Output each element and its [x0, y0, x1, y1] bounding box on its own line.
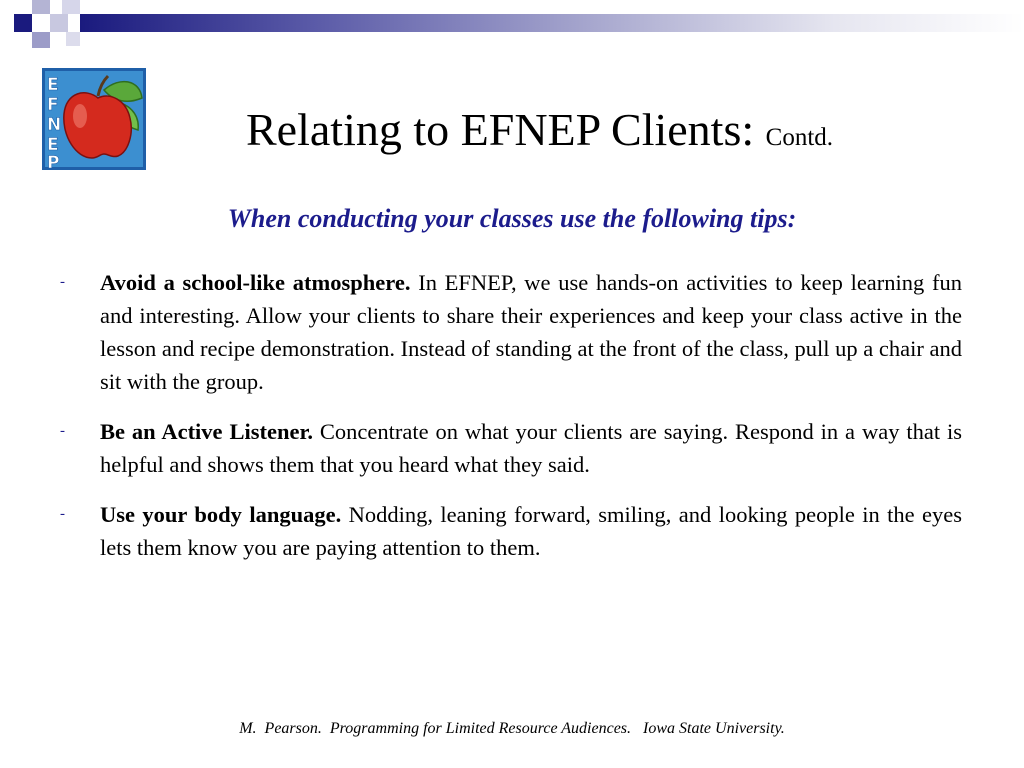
list-item [56, 498, 962, 564]
tip-lead: Use your body language. [100, 502, 342, 527]
slide-footer: M. Pearson. Programming for Limited Resource Audiences. Iowa State University. [239, 720, 785, 737]
header-square [62, 0, 80, 14]
tip-body [100, 415, 962, 481]
header-square [50, 14, 68, 32]
logo-letter: P [47, 153, 60, 170]
logo-letter: N [47, 115, 62, 135]
slide-title-suffix: Contd. [765, 124, 834, 151]
header-square [66, 32, 80, 46]
header-gradient-bar [80, 14, 1024, 32]
tip-text: In EFNEP, we use hands-on activities to keep learning fun and interesting. Allow your clients to share their experiences and keep your class active in the lesson and recipe demonstration. Instead of standing at the front of the class, pull up a chair and sit with the group. [100, 270, 963, 394]
bullet-dash: - [60, 423, 65, 439]
logo-letter: E [47, 135, 59, 155]
bullet-dash: - [60, 506, 65, 522]
efnep-apple-logo-icon [42, 68, 146, 170]
tips-list [56, 266, 962, 581]
tip-body [100, 498, 962, 564]
tip-text: Nodding, leaning forward, smiling, and looking people in the eyes lets them know you are paying attention to them. [100, 502, 962, 560]
slide-subtitle: When conducting your classes use the following tips: [227, 204, 797, 233]
slide-title [246, 100, 966, 168]
slide-title-main: Relating to EFNEP Clients: [246, 104, 755, 155]
logo-letter: E [47, 75, 59, 95]
tip-lead: Be an Active Listener. [100, 419, 313, 444]
list-item [56, 266, 962, 398]
tip-body [100, 266, 962, 398]
bullet-dash: - [60, 274, 65, 290]
list-item [56, 415, 962, 481]
header-square [32, 32, 50, 48]
header-square [14, 14, 32, 32]
header-decoration [0, 0, 1024, 48]
logo-letter: F [47, 95, 59, 115]
header-square [32, 0, 50, 14]
tip-lead: Avoid a school-like atmosphere. [100, 270, 411, 295]
tip-text: Concentrate on what your clients are saying. Respond in a way that is helpful and shows them that you heard what they said. [100, 419, 962, 477]
